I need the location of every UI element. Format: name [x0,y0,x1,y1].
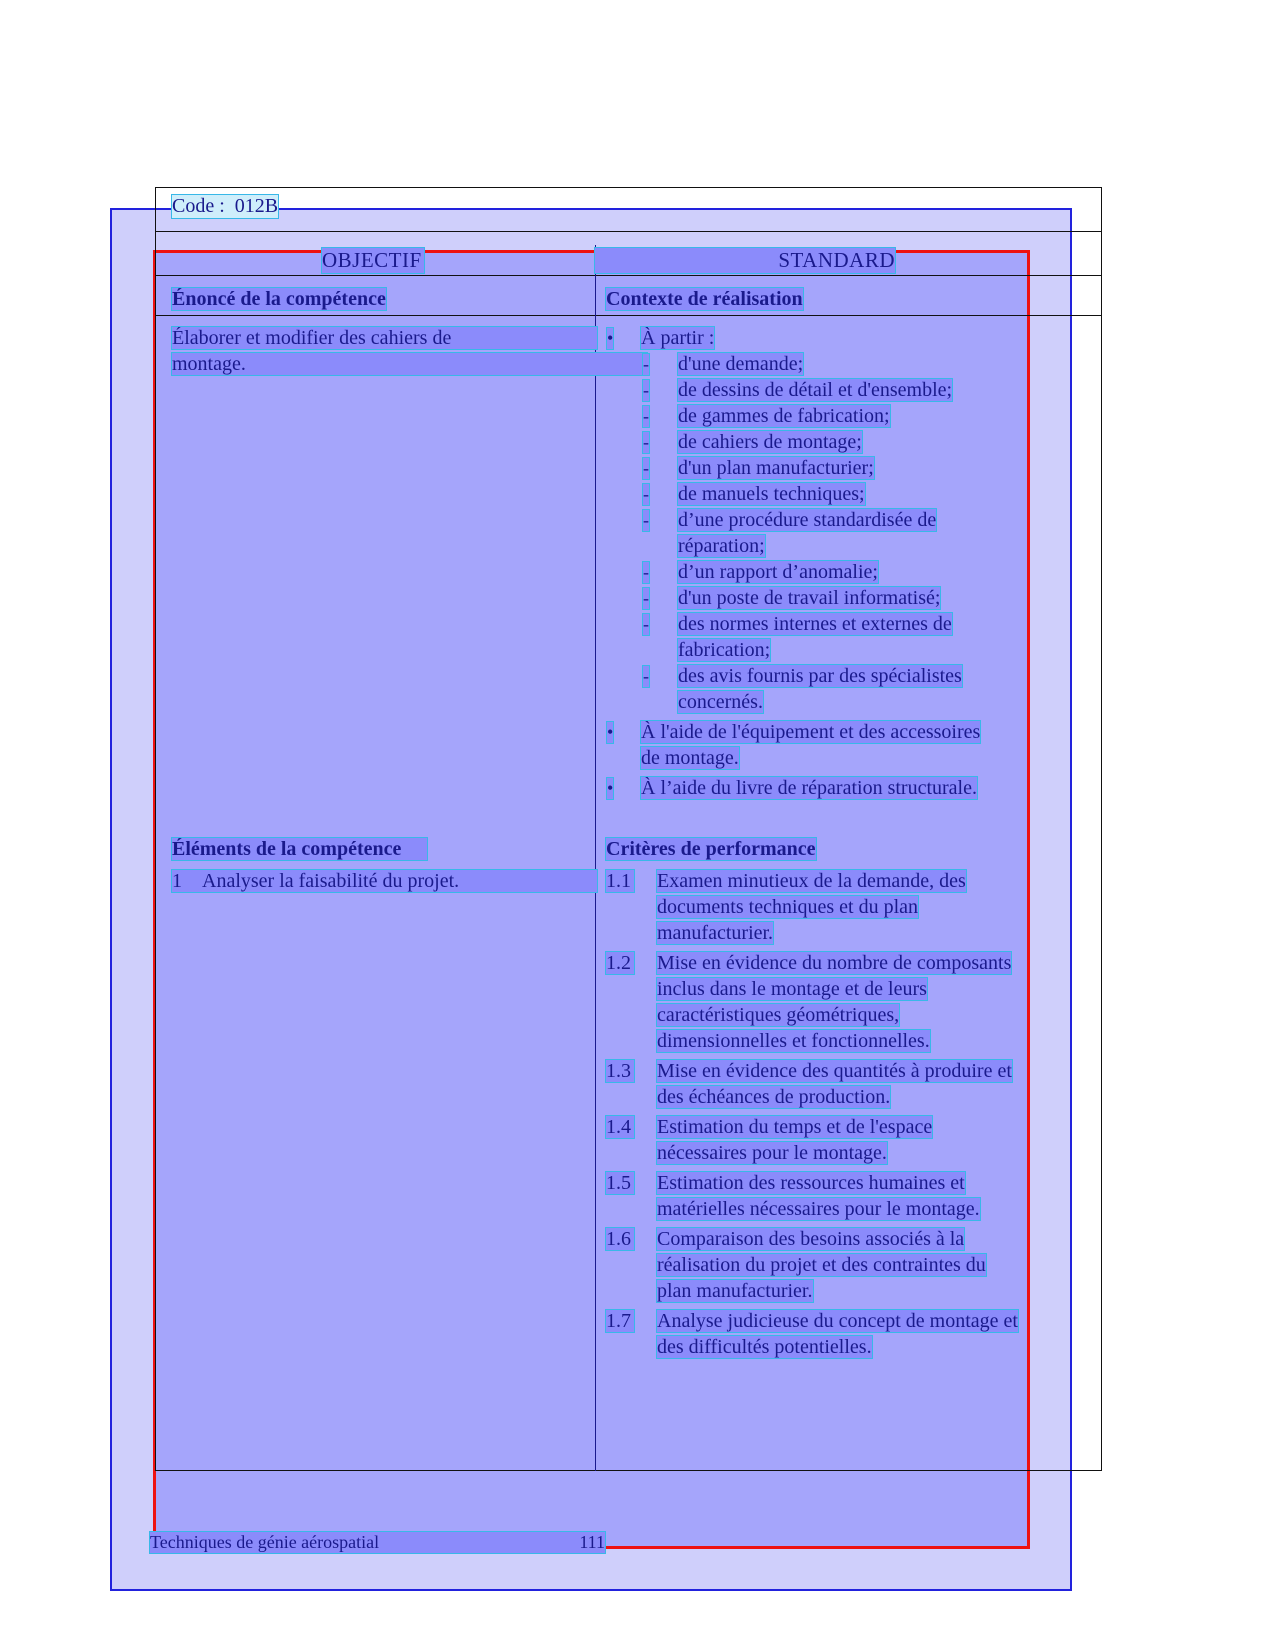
critere-text: caractéristiques géométriques, [657,1004,900,1026]
table-divider [155,275,1102,276]
dash-icon: - [643,562,649,582]
critere-text: réalisation du projet et des contraintes du [657,1254,986,1276]
contexte-bullet: À l’aide du livre de réparation structurale. [641,777,977,799]
contexte-subitem: d'une demande; [678,353,804,375]
contexte-bullet: de montage. [641,747,739,769]
critere-number: 1.2 [606,952,634,974]
code-label: Code : 012B [172,195,279,217]
elements-title: Éléments de la compétence [172,838,427,860]
contexte-subitem: de cahiers de montage; [678,431,862,453]
dash-icon: - [643,614,649,634]
dash-icon: - [643,458,649,478]
critere-text: plan manufacturier. [657,1280,813,1302]
enonce-title: Énoncé de la compétence [172,288,386,310]
dash-icon: - [643,354,649,374]
critere-text: manufacturier. [657,922,774,944]
enonce-line: Élaborer et modifier des cahiers de [172,327,597,349]
critere-number: 1.1 [606,870,634,892]
dash-icon: - [643,484,649,504]
criteres-title: Critères de performance [606,838,816,860]
contexte-subitem: des avis fournis par des spécialistes [678,665,962,687]
critere-text: dimensionnelles et fonctionnelles. [657,1030,930,1052]
critere-text: nécessaires pour le montage. [657,1142,887,1164]
critere-number: 1.6 [606,1228,634,1250]
critere-text: Examen minutieux de la demande, des [657,870,966,892]
footer: Techniques de génie aérospatial 111 [150,1532,605,1552]
contexte-subitem: de dessins de détail et d'ensemble; [678,379,953,401]
critere-text: Estimation des ressources humaines et [657,1172,965,1194]
critere-number: 1.5 [606,1172,634,1194]
contexte-subitem: concernés. [678,691,763,713]
element-item: 1 Analyser la faisabilité du projet. [172,870,597,892]
contexte-subitem: fabrication; [678,639,771,661]
dash-icon: - [643,432,649,452]
critere-text: des échéances de production. [657,1086,891,1108]
header-objectif: OBJECTIF [322,248,424,273]
dash-icon: - [643,666,649,686]
critere-text: Mise en évidence des quantités à produire et [657,1060,1012,1082]
contexte-title: Contexte de réalisation [606,288,803,310]
critere-text: inclus dans le montage et de leurs [657,978,927,1000]
bullet-icon: • [607,722,614,742]
critere-number: 1.7 [606,1310,634,1332]
contexte-subitem: d'un plan manufacturier; [678,457,874,479]
contexte-bullet: À l'aide de l'équipement et des accessoires [641,721,981,743]
bullet-icon: • [607,778,614,798]
contexte-subitem: de manuels techniques; [678,483,865,505]
critere-text: matérielles nécessaires pour le montage. [657,1198,980,1220]
table-frame [155,187,1102,1471]
contexte-bullet: À partir : [641,327,715,349]
critere-number: 1.3 [606,1060,634,1082]
contexte-subitem: d’un rapport d’anomalie; [678,561,878,583]
critere-text: Mise en évidence du nombre de composants [657,952,1012,974]
bullet-icon: • [607,328,614,348]
contexte-subitem: des normes internes et externes de [678,613,952,635]
contexte-subitem: réparation; [678,535,765,557]
table-divider [155,315,1102,316]
contexte-subitem: de gammes de fabrication; [678,405,890,427]
header-standard: STANDARD [595,248,895,273]
critere-text: des difficultés potentielles. [657,1336,872,1358]
dash-icon: - [643,510,649,530]
critere-text: Analyse judicieuse du concept de montage et [657,1310,1018,1332]
critere-number: 1.4 [606,1116,634,1138]
critere-text: documents techniques et du plan [657,896,919,918]
dash-icon: - [643,588,649,608]
contexte-subitem: d'un poste de travail informatisé; [678,587,941,609]
page-number: 111 [579,1532,605,1552]
column-divider [595,245,596,1471]
critere-text: Comparaison des besoins associés à la [657,1228,965,1250]
table-divider [155,231,1102,232]
critere-text: Estimation du temps et de l'espace [657,1116,933,1138]
contexte-subitem: d’une procédure standardisée de [678,509,937,531]
dash-icon: - [643,380,649,400]
dash-icon: - [643,406,649,426]
enonce-line: montage. [172,353,647,375]
